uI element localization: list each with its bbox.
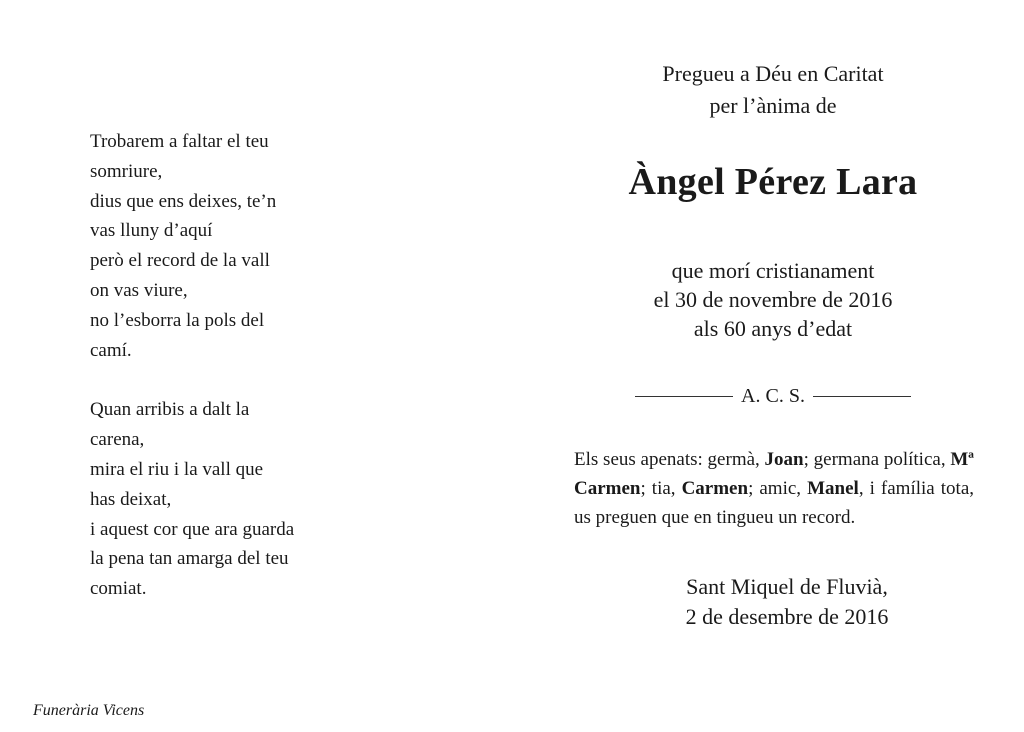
stanza-gap (90, 365, 360, 395)
poem-line: on vas viure, (90, 279, 188, 301)
poem-line: vas lluny d’aquí (90, 220, 213, 242)
memorial-right-column (568, 58, 978, 632)
divider-rule-right (813, 396, 911, 397)
poem-line: somriure, (90, 160, 163, 182)
deceased-name: Àngel Pérez Lara (628, 161, 918, 203)
mourner-name: Manel (807, 477, 859, 499)
mourner-name: Joan (764, 449, 804, 470)
poem-line: i aquest cor que ara guarda (90, 518, 295, 540)
poem-line: Quan arribis a dalt la (90, 399, 250, 421)
poem-line: no l’esborra la pols del (90, 309, 265, 331)
death-info-line-3: als 60 anys d’edat (693, 316, 853, 341)
poem-stanza-2 (90, 395, 360, 604)
death-info-line-1: que morí cristianament (671, 258, 875, 283)
date: 2 de desembre de 2016 (685, 604, 889, 630)
family-text: ; germana política, (803, 449, 951, 470)
poem-stanza-1 (90, 127, 360, 365)
poem-line: Trobarem a faltar el teu (90, 131, 269, 152)
poem-line: mira el riu i la vall que (90, 458, 264, 480)
place-date (596, 572, 978, 632)
family-text: Els seus apenats: germà, (574, 449, 765, 470)
poem-line: has deixat, (90, 488, 172, 510)
prayer-header-line-1: Pregueu a Déu en Caritat (662, 61, 884, 86)
poem (90, 127, 360, 604)
poem-line: dius que ens deixes, te’n (90, 190, 277, 212)
divider-rule-left (635, 396, 733, 397)
poem-line: carena, (90, 429, 145, 451)
poem-line: però el record de la vall (90, 250, 270, 272)
family-mourners (574, 446, 974, 532)
mourner-name: Carmen (681, 477, 749, 499)
poem-line: la pena tan amarga del teu (90, 548, 289, 570)
funeral-home: Funerària Vicens (33, 702, 145, 719)
poem-line: comiat. (90, 578, 147, 600)
poem-line: camí. (90, 339, 132, 361)
death-info (568, 256, 978, 343)
mourner-name: Mª Carmen (574, 449, 974, 499)
family-text: ; tia, (640, 477, 682, 499)
prayer-header-line-2: per l’ànima de (709, 93, 837, 118)
family-text: , i família tota, us preguen que en tingueu un record. (574, 477, 974, 528)
acs-divider (568, 385, 978, 408)
family-text: ; amic, (748, 477, 808, 499)
acs-text: A. C. S. (741, 385, 805, 407)
prayer-header (568, 58, 978, 122)
place: Sant Miquel de Fluvià, (686, 574, 888, 600)
death-info-line-2: el 30 de novembre de 2016 (653, 287, 893, 312)
